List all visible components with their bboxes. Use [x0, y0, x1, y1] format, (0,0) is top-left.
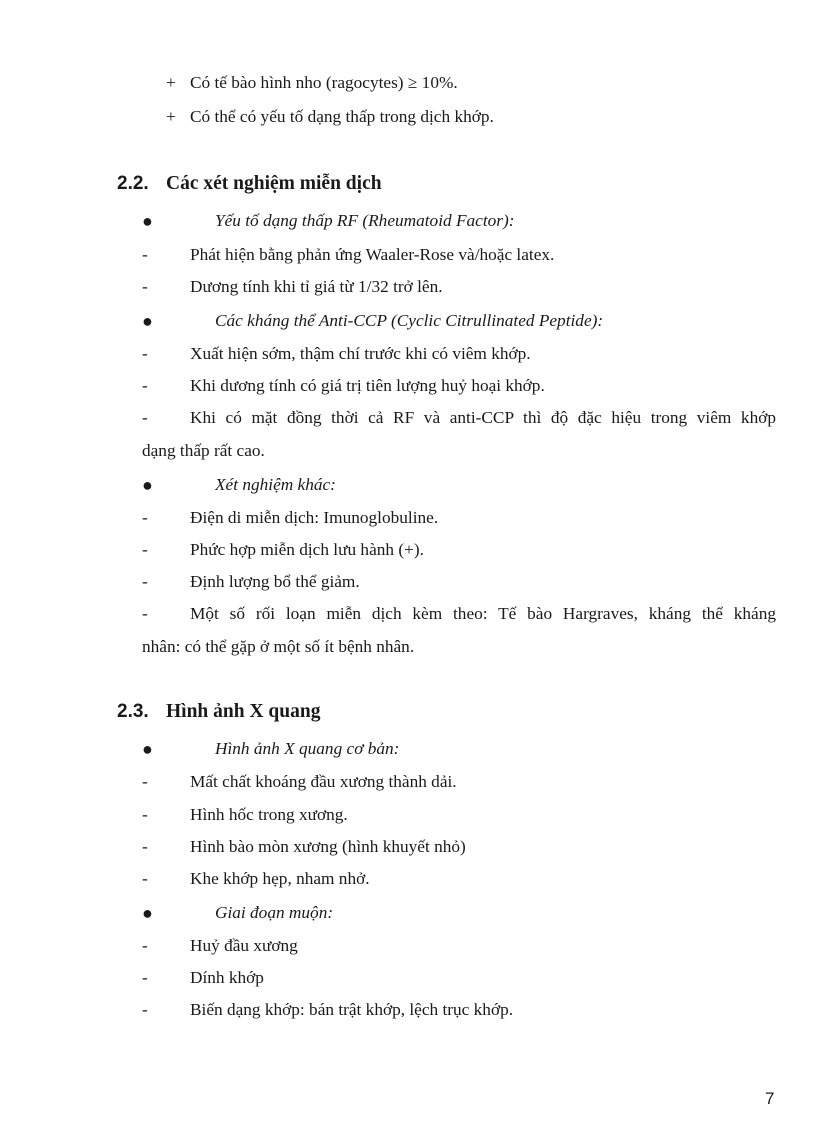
dash-marker: -	[142, 508, 148, 527]
dash-marker: -	[142, 408, 148, 427]
bullet-heading-text: Các kháng thể Anti-CCP (Cyclic Citrullinated Peptide):	[215, 311, 604, 330]
bullet-icon: ●	[142, 739, 153, 759]
list-item-text: Định lượng bổ thể giảm.	[190, 572, 360, 591]
dash-marker: -	[142, 936, 148, 955]
list-item-text: Có tế bào hình nho (ragocytes) ≥ 10%.	[190, 73, 458, 92]
list-item-text: Phức hợp miễn dịch lưu hành (+).	[190, 540, 424, 559]
section-title: Hình ảnh X quang	[166, 701, 321, 722]
list-item-continuation: nhân: có thể gặp ở một số ít bệnh nhân.	[142, 637, 415, 656]
list-item-text: Biến dạng khớp: bán trật khớp, lệch trục khớp.	[190, 1000, 514, 1019]
list-item-text: Điện di miễn dịch: Imunoglobuline.	[190, 508, 439, 527]
section-number: 2.2.	[117, 173, 149, 194]
bullet-heading-text: Hình ảnh X quang cơ bản:	[215, 739, 400, 758]
list-item-text: Một số rối loạn miễn dịch kèm theo: Tế bào Hargraves, kháng thể kháng	[190, 604, 776, 623]
section-title: Các xét nghiệm miễn dịch	[166, 173, 382, 194]
dash-marker: -	[142, 837, 148, 856]
list-item-text: Khe khớp hẹp, nham nhở.	[190, 869, 370, 888]
list-item-text: Mất chất khoáng đầu xương thành dải.	[190, 772, 457, 791]
bullet-icon: ●	[142, 211, 153, 231]
dash-marker: -	[142, 376, 148, 395]
list-item-text: Khi có mặt đồng thời cả RF và anti-CCP thì độ đặc hiệu trong viêm khớp	[190, 408, 776, 427]
list-item-text: Dính khớp	[190, 968, 264, 987]
dash-marker: -	[142, 277, 148, 296]
bullet-icon: ●	[142, 475, 153, 495]
list-item-text: Khi dương tính có giá trị tiên lượng huỷ hoại khớp.	[190, 376, 545, 395]
bullet-icon: ●	[142, 903, 153, 923]
page-number: 7	[765, 1089, 775, 1108]
dash-marker: -	[142, 540, 148, 559]
list-item-text: Phát hiện bằng phản ứng Waaler-Rose và/hoặc latex.	[190, 245, 555, 264]
plus-marker: +	[166, 107, 176, 126]
list-item-text: Có thể có yếu tố dạng thấp trong dịch khớp.	[190, 107, 494, 126]
dash-marker: -	[142, 344, 148, 363]
list-item-text: Hình hốc trong xương.	[190, 805, 348, 824]
list-item-text: Hình bào mòn xương (hình khuyết nhỏ)	[190, 837, 466, 856]
dash-marker: -	[142, 1000, 148, 1019]
list-item-continuation: dạng thấp rất cao.	[142, 441, 265, 460]
dash-marker: -	[142, 604, 148, 623]
list-item-text: Huỷ đầu xương	[190, 936, 298, 955]
dash-marker: -	[142, 772, 148, 791]
dash-marker: -	[142, 572, 148, 591]
dash-marker: -	[142, 805, 148, 824]
section-number: 2.3.	[117, 701, 149, 722]
list-item-text: Dương tính khi tỉ giá từ 1/32 trở lên.	[190, 277, 443, 296]
bullet-heading-text: Xét nghiệm khác:	[215, 475, 336, 494]
dash-marker: -	[142, 245, 148, 264]
list-item-text: Xuất hiện sớm, thậm chí trước khi có viêm khớp.	[190, 344, 531, 363]
dash-marker: -	[142, 869, 148, 888]
dash-marker: -	[142, 968, 148, 987]
plus-marker: +	[166, 73, 176, 92]
bullet-icon: ●	[142, 311, 153, 331]
bullet-heading-text: Giai đoạn muộn:	[215, 903, 334, 922]
bullet-heading-text: Yếu tố dạng thấp RF (Rheumatoid Factor):	[215, 211, 515, 230]
